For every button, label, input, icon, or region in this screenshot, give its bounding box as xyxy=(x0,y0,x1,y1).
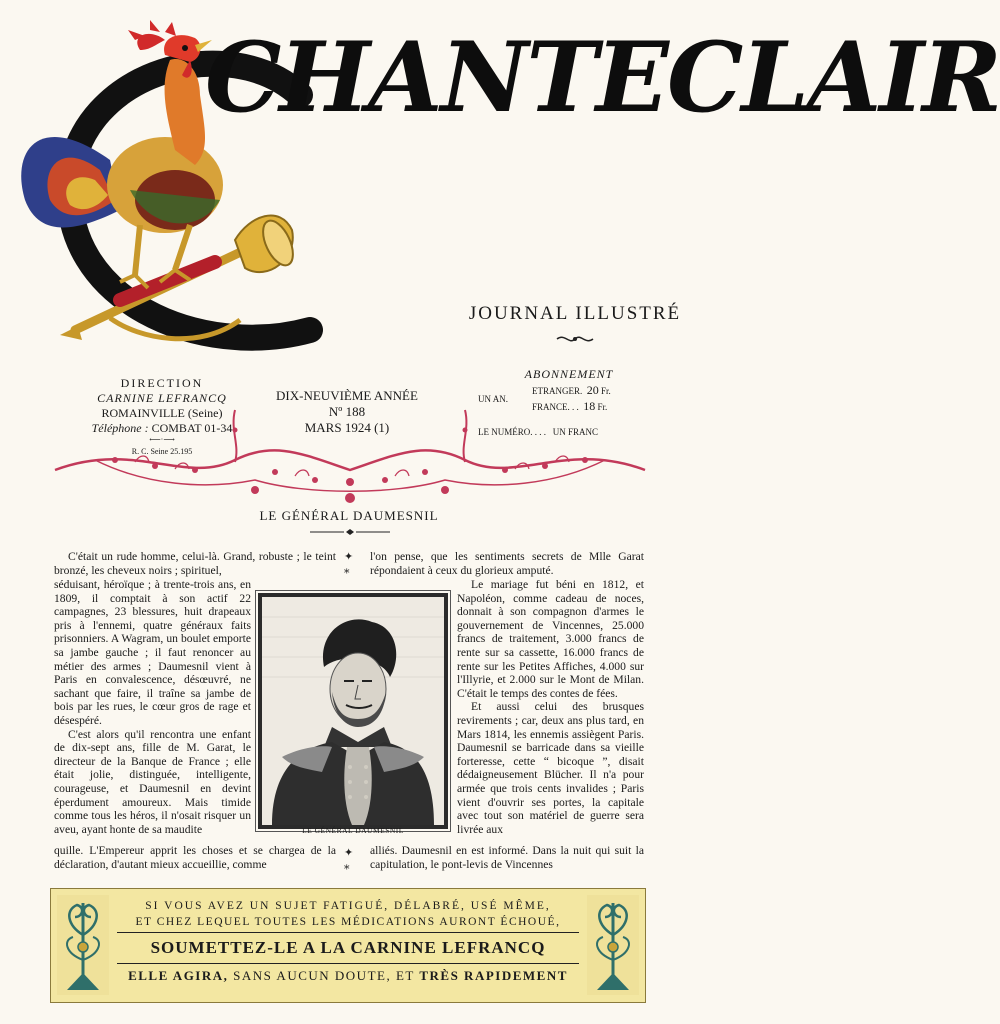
advert-emphasis: TRÈS RAPIDEMENT xyxy=(419,968,568,983)
paragraph: Le mariage fut béni en 1812, et Napoléon, comme cadeau de noces, donnait à son compagnon d'armes le gouvernement de Vincennes, 25.000 francs de traitement, 3.000 francs de rente sur sa cassette, 16.000 francs de rente sur les Petites Affiches, 4.000 sur l'Illyrie, et 2.000 sur le Mont de Milan. C'était le temps des contes de fées. xyxy=(457,578,644,700)
advert-emphasis: ELLE AGIRA, xyxy=(128,968,229,983)
advert-headline: SOUMETTEZ-LE A LA CARNINE LEFRANCQ xyxy=(150,938,546,957)
article-text-left-top xyxy=(54,550,336,577)
article-text-right-bottom xyxy=(370,844,644,871)
row-unit: Fr. xyxy=(597,402,608,412)
advert-line: SI VOUS AVEZ UN SUJET FATIGUÉ, DÉLABRÉ, USÉ MÊME, xyxy=(145,900,551,912)
direction-label: DIRECTION xyxy=(120,376,204,390)
subscription-row-foreign xyxy=(532,383,611,399)
paragraph: séduisant, héroïque ; à trente-trois ans, en 1809, il comptait à son actif 22 campagnes, 23 blessures, huit drapeaux pris à l'ennemi, quatre généraux faits prisonniers. A Wagram, un boulet emporte sa jambe gauche ; il faut renoncer au métier des armes ; Daumesnil vient à Paris en convalescence, désœuvré, ne sachant que faire, il traîne sa jambe de bois par les rues, le cœur gros de rage et désespéré. xyxy=(54,578,251,727)
paragraph: C'était un rude homme, celui-là. Grand, robuste ; le teint bronzé, les cheveux noirs ; spirituel, xyxy=(54,550,336,577)
row-label: ETRANGER. xyxy=(532,386,583,396)
article-text-right xyxy=(457,578,644,836)
issue-number: Nº 188 xyxy=(328,404,366,419)
single-label: LE NUMÉRO. . . . xyxy=(478,427,546,437)
row-label: FRANCE. . . xyxy=(532,402,579,412)
phone-number: COMBAT 01-34 xyxy=(151,421,233,435)
art-nouveau-ornament-icon xyxy=(587,895,639,995)
advert-line xyxy=(117,966,579,986)
paragraph: alliés. Daumesnil en est informé. Dans la nuit qui suit la capitulation, le pont-levis de Vincennes xyxy=(370,844,644,871)
general-portrait-icon xyxy=(262,597,444,825)
registry-number: R. C. Seine 25.195 xyxy=(131,447,193,456)
issue-year: DIX-NEUVIÈME ANNÉE xyxy=(276,388,418,403)
direction-city: ROMAINVILLE (Seine) xyxy=(101,406,223,420)
paragraph: C'est alors qu'il rencontra une enfant de dix-sept ans, fille de M. Garat, le directeur de la Banque de France ; elle était jolie, distinguée, intelligente, courageuse, et Daumesnil en devint éperdument amoureux. Mais timide comme tous les héros, il n'osait risquer un aveu, ayant honte de sa maudite xyxy=(54,727,251,836)
divider-arrows-icon: ⟵·⟶ xyxy=(149,435,175,444)
advert-rule xyxy=(117,963,579,964)
paragraph: Et aussi celui des brusques revirements ; car, deux ans plus tard, en Mars 1814, les ennemis assiègent Paris. Daumesnil se barricade dans sa vieille forteresse, cette “ bicoque ”, disait dédaigneusement Blücher. Il n'a pour armée que trois cents invalides ; Paris vient d'ouvrir ses portes, la capitale avec tout son matériel de guerre sera livrée aux xyxy=(457,700,644,836)
portrait-image xyxy=(258,593,448,829)
director-name: CARNINE LEFRANCQ xyxy=(97,391,227,405)
advertisement-box xyxy=(50,888,646,1003)
subscription-title: ABONNEMENT xyxy=(524,367,614,381)
subscription-period: UN AN. xyxy=(478,394,509,404)
column-separator-icon: ✦ ⁎ xyxy=(344,551,354,576)
article-text-left xyxy=(54,578,251,836)
single-price: UN FRANC xyxy=(552,427,599,437)
column-separator-icon: ✦ ⁎ xyxy=(344,847,354,872)
advert-text: SANS AUCUN DOUTE, ET xyxy=(233,968,415,983)
row-price: 20 xyxy=(586,383,599,397)
row-unit: Fr. xyxy=(601,386,611,396)
article-text-right-top xyxy=(370,550,644,577)
paragraph: l'on pense, que les sentiments secrets de Mlle Garat répondaient à ceux du glorieux amputé. xyxy=(370,550,644,577)
floral-garland-icon xyxy=(55,400,645,510)
masthead xyxy=(0,0,1000,370)
advert-rule xyxy=(117,932,579,933)
advertisement-text xyxy=(117,898,579,986)
subscription-block xyxy=(470,367,660,437)
row-price: 18 xyxy=(583,399,596,413)
paragraph: quille. L'Empereur apprit les choses et se chargea de la déclaration, d'autant mieux accueillie, comme xyxy=(54,844,336,871)
ornament-icon xyxy=(555,333,595,345)
journal-subtitle: JOURNAL ILLUSTRÉ xyxy=(468,303,682,324)
journal-title: CHANTECLAIR xyxy=(205,21,1000,134)
issue-date: MARS 1924 (1) xyxy=(304,420,390,435)
art-nouveau-ornament-icon xyxy=(57,895,109,995)
advert-line: ET CHEZ LEQUEL TOUTES LES MÉDICATIONS AURONT ÉCHOUÉ, xyxy=(135,916,561,928)
article-headline: LE GÉNÉRAL DAUMESNIL xyxy=(259,508,439,523)
portrait-caption: LE GÉNÉRAL DAUMESNIL xyxy=(302,826,404,835)
headline-divider-icon xyxy=(310,528,390,536)
article-text-left-bottom xyxy=(54,844,336,871)
phone-label: Téléphone : xyxy=(91,421,149,435)
